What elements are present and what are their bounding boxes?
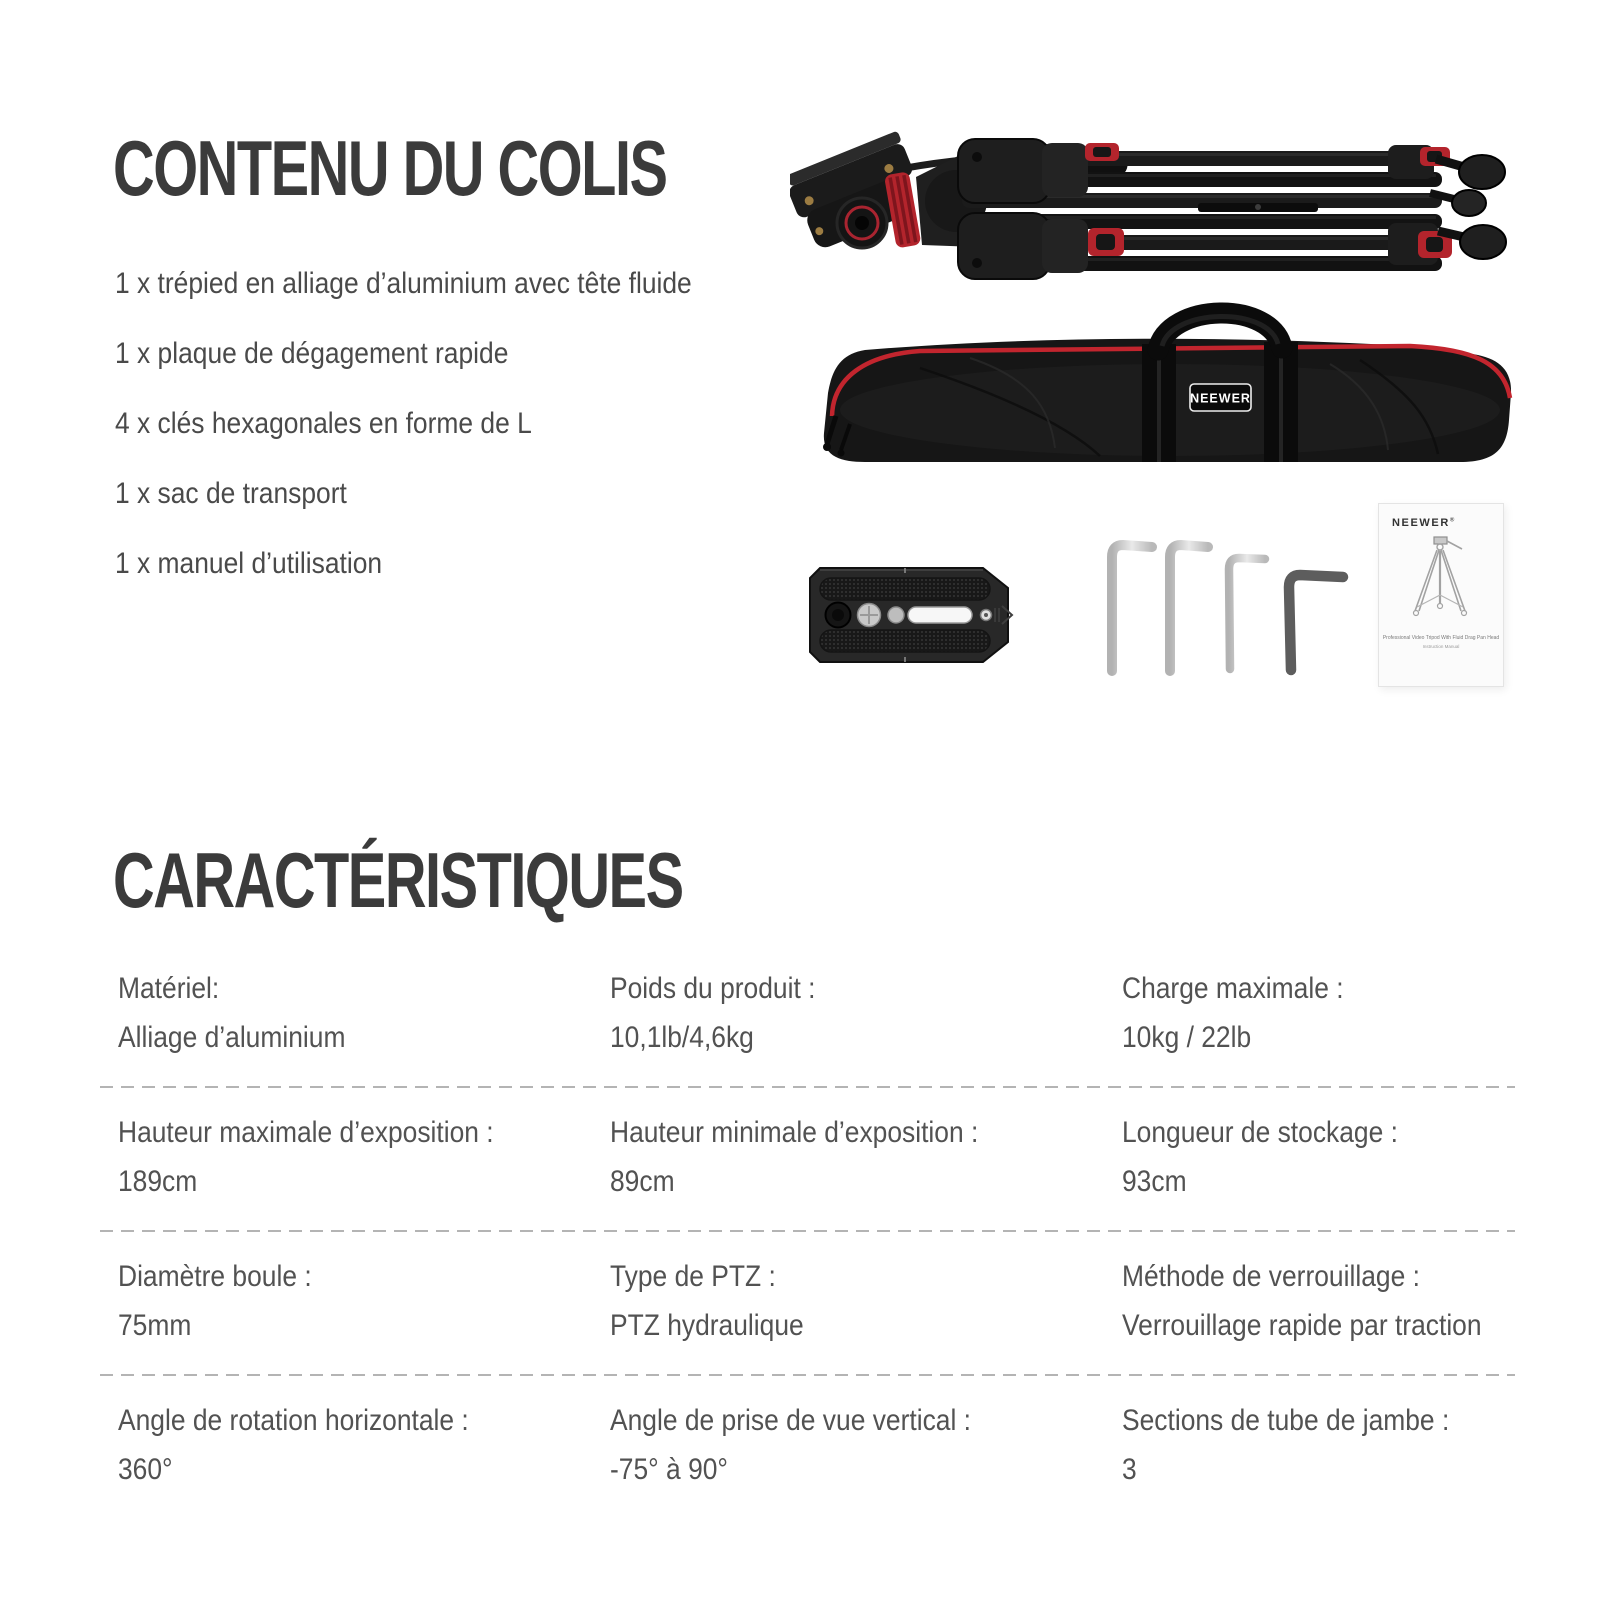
- manual-reg-mark: ®: [1449, 517, 1456, 524]
- spec-row: [100, 1236, 1515, 1370]
- carrying-bag-product-image: [770, 298, 1520, 483]
- list-item: 1 x sac de transport: [115, 477, 347, 510]
- manual-title: Professional Video Tripod With Fluid Drag Pan Head: [1382, 635, 1500, 641]
- spec-label: Hauteur minimale d’exposition :: [610, 1116, 979, 1149]
- spec-value: 10kg / 22lb: [1122, 1021, 1252, 1054]
- spec-cell-max-load: [1122, 964, 1527, 1062]
- manual-subtitle: Instruction Manual: [1422, 644, 1460, 649]
- manual-brand-label: [1392, 517, 1503, 529]
- spec-value: 360°: [118, 1453, 173, 1486]
- spec-label: Poids du produit :: [610, 972, 816, 1005]
- spec-label: Diamètre boule :: [118, 1260, 312, 1293]
- spec-value: Verrouillage rapide par traction: [1122, 1309, 1482, 1342]
- package-contents-title: CONTENU DU COLIS: [113, 124, 667, 212]
- spec-label: Charge maximale :: [1122, 972, 1344, 1005]
- bag-brand-label: NEEWER: [1190, 391, 1251, 406]
- spec-label: Matériel:: [118, 972, 220, 1005]
- spec-label: Angle de prise de vue vertical :: [610, 1404, 972, 1437]
- spec-value: Alliage d’aluminium: [118, 1021, 346, 1054]
- manual-brand-text: NEEWER: [1392, 517, 1450, 529]
- specifications-table: [100, 948, 1515, 1514]
- hex-key-small: [1229, 558, 1265, 669]
- spec-label: Type de PTZ :: [610, 1260, 776, 1293]
- list-item: 1 x manuel d’utilisation: [115, 547, 383, 580]
- spec-cell-storage-length: [1122, 1108, 1527, 1206]
- spec-value: 3: [1122, 1453, 1137, 1486]
- quick-release-plate-image: [800, 558, 1020, 673]
- plate-grip-strip: [820, 630, 990, 652]
- hex-keys-image: [1095, 528, 1355, 678]
- spec-value: PTZ hydraulique: [610, 1309, 804, 1342]
- spec-label: Méthode de verrouillage :: [1122, 1260, 1420, 1293]
- bag-brand-patch: [1190, 384, 1251, 411]
- dashed-separator: [100, 1230, 1515, 1232]
- hex-key-large: [1112, 545, 1152, 671]
- dashed-separator: [100, 1086, 1515, 1088]
- list-item: 1 x trépied en alliage d’aluminium avec tête fluide: [115, 267, 692, 300]
- spec-cell-ptz-type: [610, 1252, 1122, 1350]
- spec-row: [100, 1092, 1515, 1226]
- spec-cell-ball-diameter: [118, 1252, 610, 1350]
- spec-label: Hauteur maximale d’exposition :: [118, 1116, 494, 1149]
- instruction-manual-image: [1378, 503, 1504, 687]
- spec-value: -75° à 90°: [610, 1453, 728, 1486]
- plate-grip-strip: [820, 578, 990, 600]
- spec-row: [100, 1380, 1515, 1514]
- spec-value: 10,1lb/4,6kg: [610, 1021, 754, 1054]
- list-item: 1 x plaque de dégagement rapide: [115, 337, 509, 370]
- spec-cell-weight: [610, 964, 1122, 1062]
- package-contents-list: [115, 268, 770, 618]
- list-item: 4 x clés hexagonales en forme de L: [115, 407, 532, 440]
- spec-cell-min-height: [610, 1108, 1122, 1206]
- tripod-product-image: [790, 95, 1520, 310]
- specifications-title: CARACTÉRISTIQUES: [113, 836, 683, 924]
- spec-label: Angle de rotation horizontale :: [118, 1404, 469, 1437]
- spec-cell-max-height: [118, 1108, 610, 1206]
- hex-key-dark: [1289, 575, 1343, 670]
- spec-cell-tilt-angle: [610, 1396, 1122, 1494]
- spec-value: 75mm: [118, 1309, 192, 1342]
- tripod-folded-legs: [958, 139, 1506, 279]
- spec-label: Longueur de stockage :: [1122, 1116, 1398, 1149]
- dashed-separator: [100, 1374, 1515, 1376]
- spec-value: 89cm: [610, 1165, 675, 1198]
- spec-value: 189cm: [118, 1165, 198, 1198]
- spec-row: [100, 948, 1515, 1082]
- spec-cell-pan-angle: [118, 1396, 610, 1494]
- manual-tripod-drawing: [1402, 533, 1480, 629]
- hex-key-medium: [1170, 545, 1208, 671]
- spec-cell-material: [118, 964, 610, 1062]
- spec-value: 93cm: [1122, 1165, 1187, 1198]
- spec-label: Sections de tube de jambe :: [1122, 1404, 1450, 1437]
- spec-cell-leg-sections: [1122, 1396, 1527, 1494]
- spec-cell-lock-method: [1122, 1252, 1527, 1350]
